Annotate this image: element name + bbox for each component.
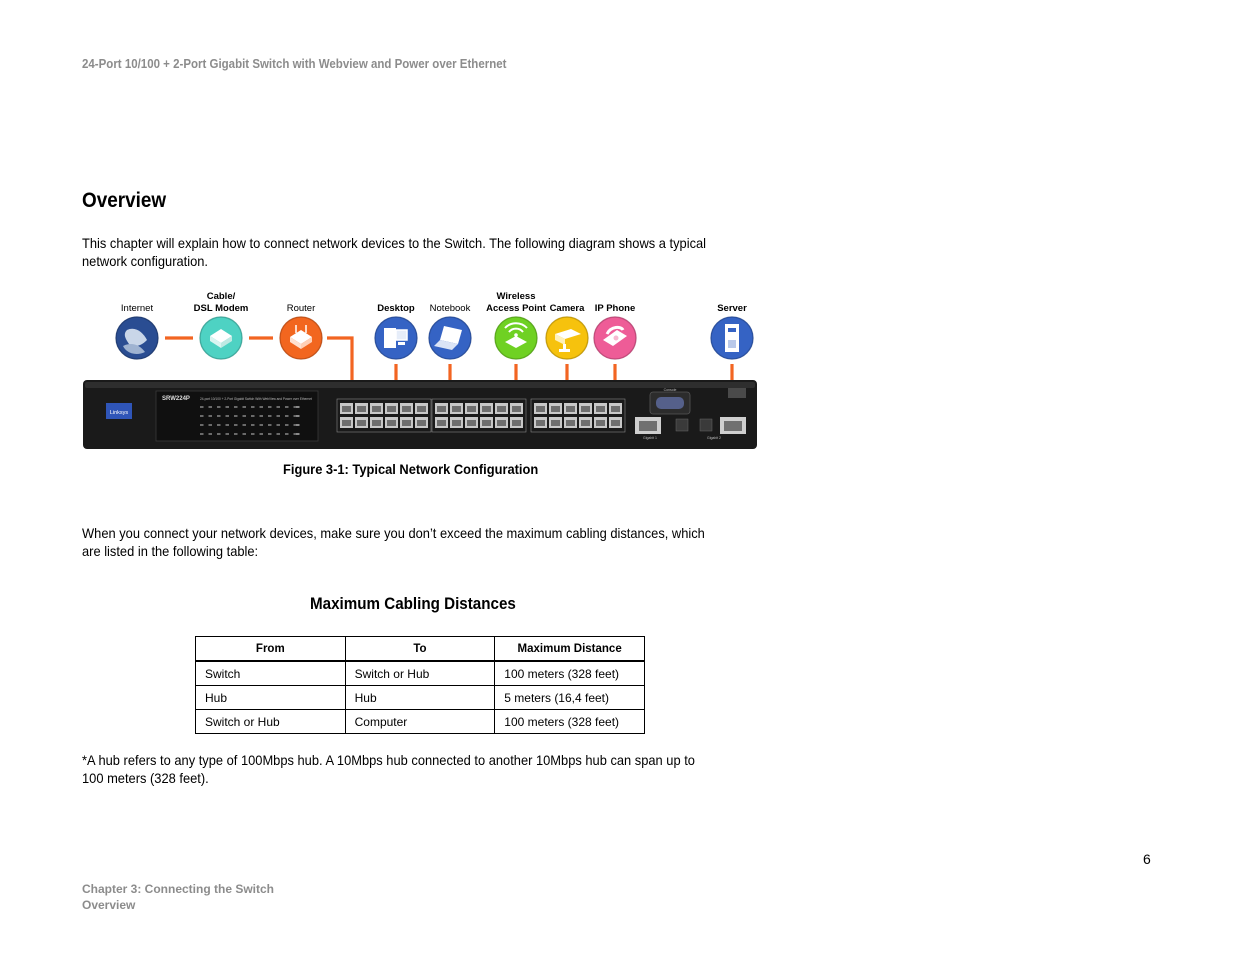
column-header-to: To (345, 637, 495, 662)
device-modem (194, 291, 249, 360)
status-led (268, 406, 272, 408)
footnote: *A hub refers to any type of 100Mbps hub. A 10Mbps hub connected to another 10Mbps hub can span up to 100 meters (328 feet). (82, 752, 695, 786)
device-label: Notebook (429, 303, 471, 314)
device-label: Server (717, 303, 747, 314)
status-led (243, 424, 247, 426)
cabling-paragraph: When you connect your network devices, make sure you don’t exceed the maximum cabling distances, which are listed in the following table: (82, 525, 705, 559)
section-title: Overview (82, 189, 167, 212)
table-cell: 5 meters (16,4 feet) (495, 686, 645, 710)
table-cell: Switch or Hub (345, 661, 495, 686)
device-label: DSL Modem (193, 303, 249, 314)
column-header-max-distance: Maximum Distance (495, 637, 645, 662)
status-led (200, 424, 204, 426)
status-led (234, 415, 238, 417)
notebook-icon (428, 316, 472, 360)
switch-model: SRW224P (162, 396, 190, 402)
table-cell: Hub (196, 686, 346, 710)
status-led (226, 406, 230, 408)
status-led (296, 424, 300, 426)
status-led (260, 424, 264, 426)
ip-phone-icon (593, 316, 637, 360)
table-row (196, 686, 645, 710)
status-led (285, 406, 289, 408)
switch-chassis (83, 380, 757, 449)
globe-icon (115, 316, 159, 360)
device-camera (545, 303, 589, 360)
device-label-line1: Wireless (496, 291, 536, 302)
camera-icon (545, 316, 589, 360)
status-led (226, 424, 230, 426)
gigabit-2-label: Gigabit 2 (706, 436, 722, 440)
status-led (234, 433, 238, 435)
footer-chapter: Chapter 3: Connecting the Switch (82, 882, 275, 896)
status-led (268, 424, 272, 426)
switch-panel-text: 24-port 10/100 + 2-Port Gigabit Switch With WebView and Power over Ethernet (200, 397, 312, 401)
device-router (279, 303, 323, 360)
running-header: 24-Port 10/100 + 2-Port Gigabit Switch with Webview and Power over Ethernet (82, 57, 507, 71)
switch-brand: Linksys (109, 410, 129, 416)
status-led (285, 415, 289, 417)
device-ip-phone (593, 303, 637, 360)
status-led (277, 433, 281, 435)
status-led (209, 433, 213, 435)
status-led (200, 433, 204, 435)
table-cell: Hub (345, 686, 495, 710)
table-title: Maximum Cabling Distances (310, 595, 516, 613)
status-led (260, 415, 264, 417)
status-led (296, 433, 300, 435)
status-led (200, 415, 204, 417)
desktop-icon (374, 316, 418, 360)
device-label: Camera (549, 303, 585, 314)
device-server (710, 303, 754, 360)
status-led (243, 406, 247, 408)
table-cell: Switch or Hub (196, 710, 346, 734)
device-label: Internet (120, 303, 154, 314)
modem-icon (199, 316, 243, 360)
table-row (196, 661, 645, 686)
status-led (251, 433, 255, 435)
device-label: Desktop (377, 303, 415, 314)
status-led (277, 406, 281, 408)
status-led (251, 406, 255, 408)
status-led (296, 406, 300, 408)
console-label: Console (663, 388, 677, 392)
cabling-distances-table (195, 636, 645, 734)
footer-section: Overview (82, 898, 136, 912)
status-led (285, 433, 289, 435)
page-footer (82, 881, 274, 913)
status-led (277, 424, 281, 426)
status-led (234, 406, 238, 408)
status-led (200, 406, 204, 408)
page-number: 6 (1143, 851, 1151, 867)
status-led (209, 415, 213, 417)
column-header-from: From (196, 637, 346, 662)
device-label: Access Point (486, 303, 546, 314)
status-led (277, 415, 281, 417)
status-led (285, 424, 289, 426)
network-configuration-figure (82, 286, 758, 452)
gigabit-1-label: Gigabit 1 (642, 436, 658, 440)
table-cell: 100 meters (328 feet) (495, 710, 645, 734)
device-label-line1: Cable/ (206, 291, 236, 302)
access-point-icon (494, 316, 538, 360)
table-cell: Switch (196, 661, 346, 686)
status-led (268, 415, 272, 417)
status-led (217, 433, 221, 435)
status-led (234, 424, 238, 426)
device-access-point (486, 291, 546, 360)
status-led (243, 415, 247, 417)
network-devices (115, 291, 754, 360)
device-label: Router (286, 303, 316, 314)
status-led (209, 406, 213, 408)
status-led (243, 433, 247, 435)
status-led (260, 406, 264, 408)
status-led (251, 424, 255, 426)
status-led (296, 415, 300, 417)
status-led (209, 424, 213, 426)
device-desktop (374, 303, 418, 360)
table-cell: Computer (345, 710, 495, 734)
status-led (251, 415, 255, 417)
status-led (226, 415, 230, 417)
server-icon (710, 316, 754, 360)
device-notebook (428, 303, 472, 360)
status-led (217, 424, 221, 426)
device-label: IP Phone (594, 303, 636, 314)
table-row (196, 710, 645, 734)
status-led (217, 415, 221, 417)
router-icon (279, 316, 323, 360)
console-connector (656, 397, 684, 409)
table-cell: 100 meters (328 feet) (495, 661, 645, 686)
status-led (226, 433, 230, 435)
status-led (260, 433, 264, 435)
device-globe (115, 303, 159, 360)
figure-caption: Figure 3-1: Typical Network Configuration (283, 461, 539, 477)
status-led (268, 433, 272, 435)
table-header-row (196, 637, 645, 662)
intro-paragraph: This chapter will explain how to connect network devices to the Switch. The following diagram shows a typical network configuration. (82, 235, 707, 269)
status-led (217, 406, 221, 408)
